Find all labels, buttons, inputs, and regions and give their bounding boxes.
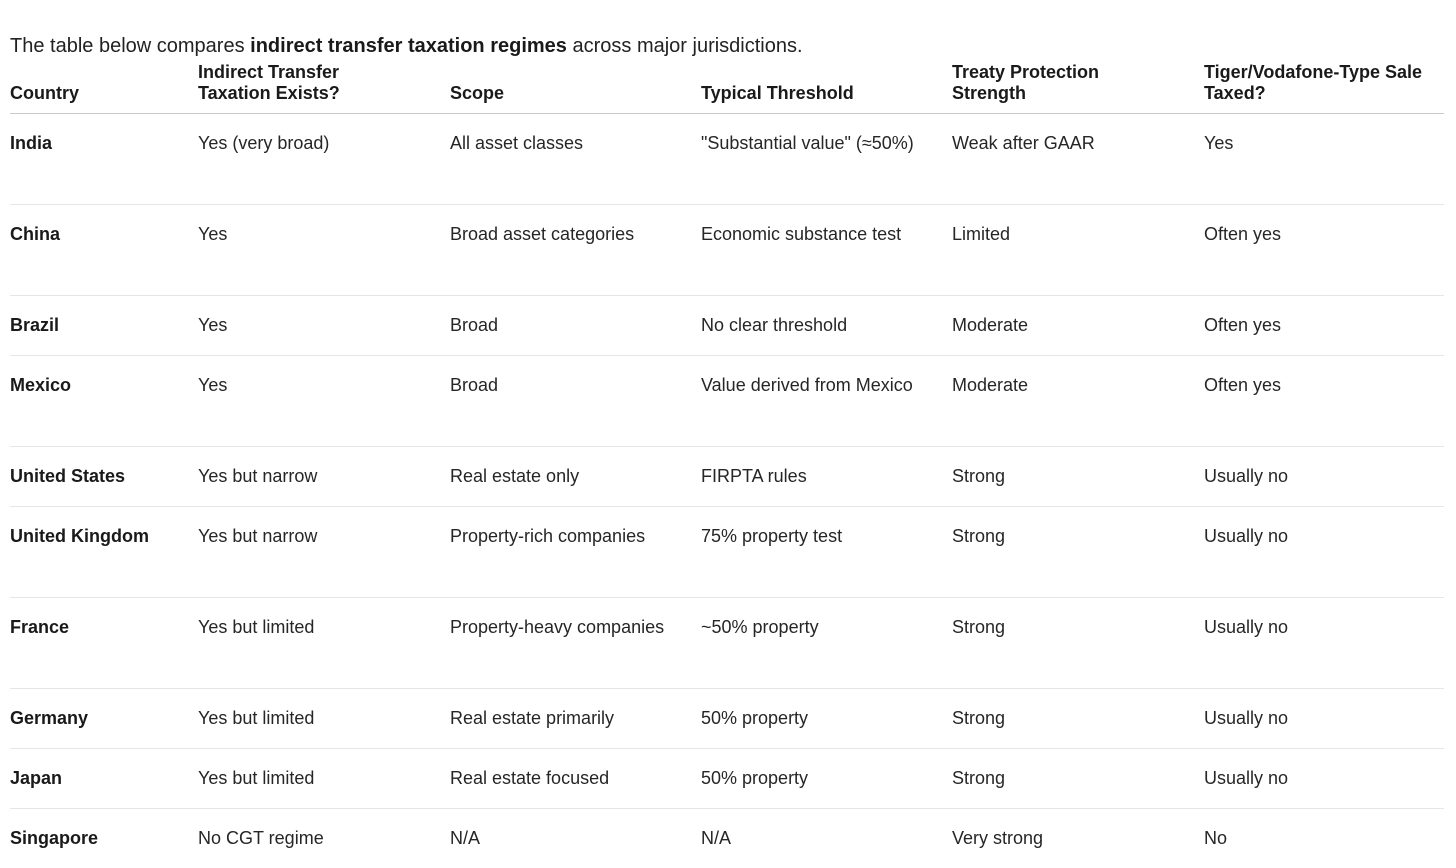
cell-taxation-exists: Yes but limited [198,707,315,728]
cell-threshold: FIRPTA rules [701,465,807,486]
table-row [10,808,1444,868]
cell-taxation-exists: Yes [198,314,228,335]
cell-treaty-protection: Strong [952,525,1006,546]
table-row [10,506,1444,597]
cell-scope: Property-rich companies [450,525,646,546]
table-row [10,748,1444,808]
cell-treaty-protection: Very strong [952,827,1044,848]
cell-sale-taxed: No [1204,827,1228,848]
cell-scope: All asset classes [450,132,584,153]
cell-country: France [10,616,70,637]
cell-treaty-protection: Weak after GAAR [952,132,1095,153]
cell-treaty-protection: Strong [952,707,1006,728]
cell-taxation-exists: Yes but limited [198,767,315,788]
cell-treaty-protection: Strong [952,616,1006,637]
cell-country: United States [10,465,126,486]
header-threshold [701,58,952,113]
cell-treaty-protection: Strong [952,465,1006,486]
cell-scope: Real estate only [450,465,580,486]
intro-text-after: across major jurisdictions. [566,35,803,57]
intro-text-before: The table below compares [10,35,251,57]
cell-treaty-protection: Limited [952,223,1011,244]
cell-taxation-exists: Yes but narrow [198,525,318,546]
header-sale-taxed-line1: Tiger/Vodafone-Type Sale [1204,61,1423,82]
cell-scope: Broad [450,374,499,395]
header-scope [450,58,701,113]
header-treaty-protection-line2: Strength [952,82,1026,103]
cell-sale-taxed: Yes [1204,132,1234,153]
header-treaty-protection [952,58,1204,113]
cell-sale-taxed: Usually no [1204,616,1289,637]
header-country-label: Country [10,82,79,103]
table-row [10,688,1444,748]
cell-sale-taxed: Often yes [1204,314,1282,335]
comparison-table [10,58,1444,868]
cell-country: Singapore [10,827,99,848]
cell-threshold: 50% property [701,767,809,788]
cell-threshold: Economic substance test [701,223,902,244]
header-taxation-exists-line2: Taxation Exists? [198,82,340,103]
cell-country: Japan [10,767,63,788]
cell-taxation-exists: Yes [198,223,228,244]
cell-sale-taxed: Usually no [1204,465,1289,486]
cell-threshold: 75% property test [701,525,843,546]
cell-sale-taxed: Usually no [1204,707,1289,728]
table-row [10,204,1444,295]
cell-country: Germany [10,707,89,728]
cell-threshold: ~50% property [701,616,819,637]
cell-country: United Kingdom [10,525,149,546]
header-sale-taxed [1204,58,1444,113]
header-taxation-exists-line1: Indirect Transfer [198,61,340,82]
header-sale-taxed-line2: Taxed? [1204,82,1266,103]
cell-taxation-exists: Yes (very broad) [198,132,330,153]
cell-scope: Broad [450,314,499,335]
table-row [10,113,1444,204]
cell-scope: N/A [450,827,481,848]
cell-treaty-protection: Moderate [952,314,1029,335]
table-body [10,113,1444,868]
cell-threshold: 50% property [701,707,809,728]
header-treaty-protection-line1: Treaty Protection [952,61,1100,82]
table-header [10,58,1444,113]
cell-country: Brazil [10,314,60,335]
cell-country: India [10,132,53,153]
header-row [10,58,1444,113]
cell-threshold: No clear threshold [701,314,848,335]
cell-treaty-protection: Strong [952,767,1006,788]
cell-country: Mexico [10,374,72,395]
cell-treaty-protection: Moderate [952,374,1029,395]
cell-sale-taxed: Usually no [1204,767,1289,788]
cell-threshold: "Substantial value" (≈50%) [701,132,914,153]
cell-threshold: N/A [701,827,732,848]
cell-sale-taxed: Often yes [1204,223,1282,244]
header-scope-label: Scope [450,82,505,103]
table-row [10,355,1444,446]
cell-country: China [10,223,61,244]
cell-scope: Real estate focused [450,767,610,788]
header-threshold-label: Typical Threshold [701,82,854,103]
intro-text-bold: indirect transfer taxation regimes [250,35,567,57]
cell-taxation-exists: Yes [198,374,228,395]
cell-sale-taxed: Often yes [1204,374,1282,395]
cell-scope: Property-heavy companies [450,616,665,637]
intro-paragraph [10,32,803,60]
cell-taxation-exists: Yes but narrow [198,465,318,486]
cell-taxation-exists: Yes but limited [198,616,315,637]
header-taxation-exists [198,58,450,113]
cell-sale-taxed: Usually no [1204,525,1289,546]
cell-scope: Broad asset categories [450,223,635,244]
cell-scope: Real estate primarily [450,707,615,728]
table-row [10,295,1444,355]
cell-taxation-exists: No CGT regime [198,827,324,848]
header-country [10,58,198,113]
table-row [10,446,1444,506]
table-row [10,597,1444,688]
cell-threshold: Value derived from Mexico [701,374,913,395]
